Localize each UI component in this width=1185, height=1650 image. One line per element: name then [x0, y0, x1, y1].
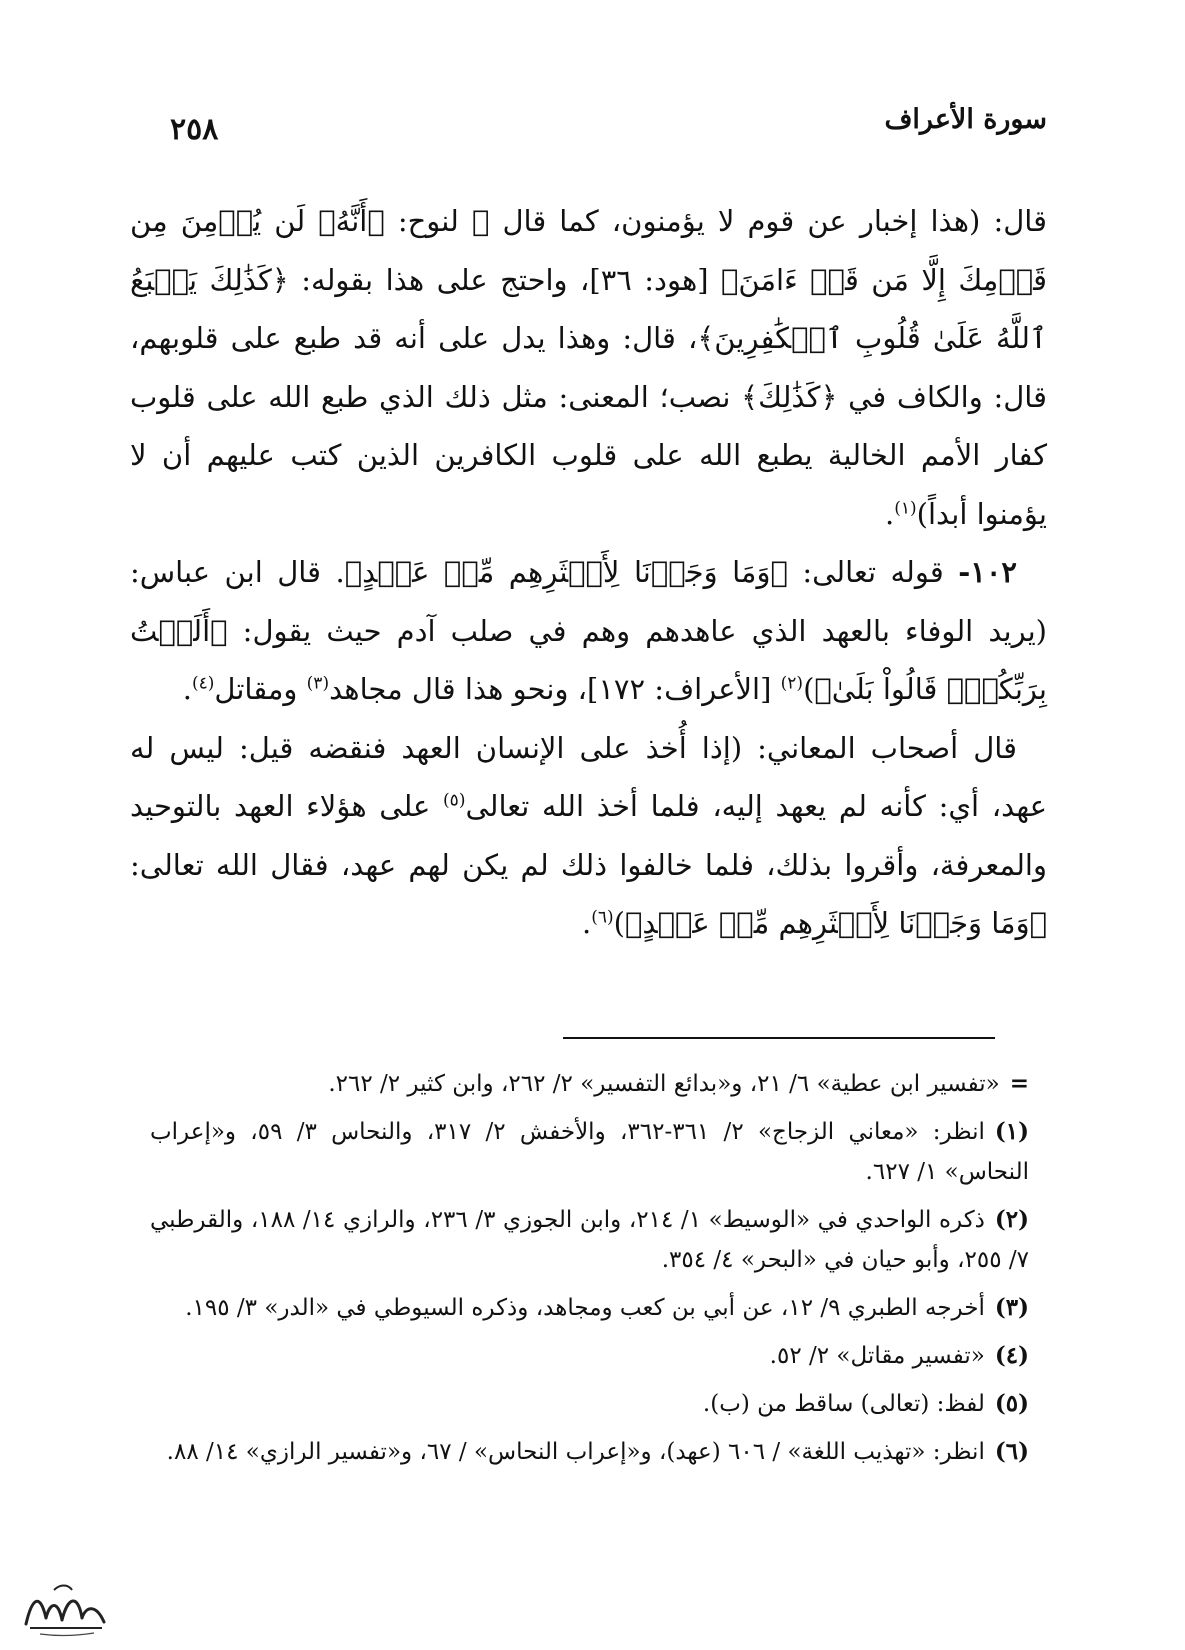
- publisher-seal-logo: [20, 1578, 110, 1640]
- footnote-5: [150, 1384, 1029, 1424]
- footnote-6: [150, 1432, 1029, 1472]
- footnote-4: [150, 1336, 1029, 1376]
- footnote-1: [150, 1112, 1029, 1192]
- footnote-mark: =: [1009, 1070, 1029, 1097]
- footnote-text: أخرجه الطبري ٩/ ١٢، عن أبي بن كعب ومجاهد، وذكره السيوطي في «الدر» ٣/ ١٩٥.: [185, 1295, 985, 1321]
- paragraph-1: قال: (هذا إخبار عن قوم لا يؤمنون، كما قال ﷻ لنوح: ﴿أَنَّهُۥ لَن يُؤۡمِنَ مِن قَوۡمِكَ إِلَّا مَن قَدۡ ءَامَنَ﴾ [هود: ٣٦]، واحتج على هذا بقوله: ﴿كَذَٰلِكَ يَطۡبَعُ ٱللَّهُ عَلَىٰ قُلُوبِ ٱلۡكَٰفِرِينَ﴾، قال: وهذا يدل على أنه قد طبع على قلوبهم، قال: والكاف في ﴿كَذَٰلِكَ﴾ نصب؛ المعنى: مثل ذلك الذي طبع الله على قلوب كفار الأمم الخالية يطبع الله على قلوب الكافرين الذين كتب عليهم أن لا يؤمنوا أبداً)$^{(١)}$.: [130, 204, 1047, 531]
- paragraph-text: [الأعراف: ١٧٢]، ونحو هذا قال مجاهد: [329, 672, 781, 706]
- paragraph-3: قال أصحاب المعاني: (إذا أُخذ على الإنسان العهد فنقضه قيل: ليس له عهد، أي: كأنه لم يعهد إليه، فلما أخذ الله تعالى$^{(٥)}$ على هؤلاء العهد بالتوحيد والمعرفة، وأقروا بذلك، فلما خالفوا ذلك لم يكن لهم عهد، فقال الله تعالى: ﴿وَمَا وَجَدۡنَا لِأَكۡثَرِهِم مِّنۡ عَهۡدٍ﴾)$^{(٦)}$.: [130, 730, 1048, 940]
- paragraph-text: قال أصحاب المعاني: (إذا أُخذ على الإنسان العهد فنقضه قيل: ليس له عهد، أي: كأنه لم يعهد إليه، فلما أخذ الله تعالى: [130, 730, 1048, 823]
- footnote-2: [150, 1200, 1029, 1280]
- footnote-ref: (٢): [780, 673, 804, 694]
- page-header: [170, 100, 1047, 150]
- paragraph-text: ومقاتل: [214, 672, 307, 706]
- footnote-text: «تفسير مقاتل» ٢/ ٥٢.: [769, 1343, 985, 1369]
- paragraph-text: قال: (هذا إخبار عن قوم لا يؤمنون، كما قال ﷻ لنوح: ﴿أَنَّهُۥ لَن يُؤۡمِنَ مِن قَوۡمِكَ إِلَّا مَن قَدۡ ءَامَنَ﴾ [هود: ٣٦]، واحتج على هذا بقوله: ﴿كَذَٰلِكَ يَطۡبَعُ ٱللَّهُ عَلَىٰ قُلُوبِ ٱلۡكَٰفِرِينَ﴾، قال: وهذا يدل على أنه قد طبع على قلوبهم، قال: والكاف في ﴿كَذَٰلِكَ﴾ نصب؛ المعنى: مثل ذلك الذي طبع الله على قلوب كفار الأمم الخالية يطبع الله على قلوب الكافرين الذين كتب عليهم أن لا يؤمنوا أبداً): [130, 204, 1047, 531]
- footnote-text: «تفسير ابن عطية» ٦/ ٢١، و«بدائع التفسير» ٢/ ٢٦٢، وابن كثير ٢/ ٢٦٢.: [328, 1071, 1000, 1097]
- footnote-mark: (١): [994, 1118, 1030, 1145]
- paragraph-text: قوله تعالى: ﴿وَمَا وَجَدۡنَا لِأَكۡثَرِهِم مِّنۡ عَهۡدٍ﴾. قال ابن عباس: (يريد الوفاء بالعهد الذي عاهدهم وهم في صلب آدم حيث يقول: ﴿أَلَسۡتُ بِرَبِّكُمۡۖ قَالُواْ بَلَىٰ﴾): [130, 555, 1047, 706]
- footnote-text: انظر: «تهذيب اللغة» / ٦٠٦ (عهد)، و«إعراب النحاس» / ٦٧، و«تفسير الرازي» ١٤/ ٨٨.: [166, 1439, 985, 1465]
- footnote-continued: [150, 1064, 1029, 1104]
- running-title: سورة الأعراف: [884, 104, 1047, 135]
- main-text: [130, 192, 1047, 953]
- footnote-mark: (٦): [994, 1438, 1029, 1465]
- footnote-mark: (٢): [994, 1206, 1030, 1233]
- footnote-ref: (٤): [191, 673, 215, 694]
- verse-number: ١٠٢-: [958, 555, 1018, 589]
- footnote-ref: (٦): [591, 907, 614, 928]
- footnote-text: انظر: «معاني الزجاج» ٢/ ٣٦١-٣٦٢، والأخفش ٢/ ٣١٧، والنحاس ٣/ ٥٩، و«إعراب النحاس» ١/ ٦٢٧.: [150, 1119, 1029, 1185]
- footnote-mark: (٣): [994, 1294, 1029, 1321]
- footnote-text: لفظ: (تعالى) ساقط من (ب).: [702, 1391, 985, 1417]
- page-number: ٢٥٨: [170, 112, 219, 147]
- footnote-ref: (٣): [306, 673, 330, 694]
- footnote-text: ذكره الواحدي في «الوسيط» ١/ ٢١٤، وابن الجوزي ٣/ ٢٣٦، والرازي ١٤/ ١٨٨، والقرطبي ٧/ ٢٥٥، وأبو حيان في «البحر» ٤/ ٣٥٤.: [150, 1207, 1029, 1273]
- footnote-mark: (٤): [994, 1342, 1029, 1369]
- footnotes: [150, 1064, 1029, 1480]
- footnote-ref: (٥): [443, 790, 466, 811]
- footnote-separator: [563, 1037, 995, 1039]
- paragraph-2: ١٠٢- قوله تعالى: ﴿وَمَا وَجَدۡنَا لِأَكۡثَرِهِم مِّنۡ عَهۡدٍ﴾. قال ابن عباس: (يريد الوفاء بالعهد الذي عاهدهم وهم في صلب آدم حيث يقول: ﴿أَلَسۡتُ بِرَبِّكُمۡۖ قَالُواْ بَلَىٰ﴾)$^{(٢)}$ [الأعراف: ١٧٢]، ونحو هذا قال مجاهد$^{(٣)}$ ومقاتل$^{(٤)}$.: [130, 555, 1047, 706]
- paragraph-text: على هؤلاء العهد بالتوحيد والمعرفة، وأقروا بذلك، فلما خالفوا ذلك لم يكن لهم عهد، فقال الله تعالى: ﴿وَمَا وَجَدۡنَا لِأَكۡثَرِهِم مِّنۡ عَهۡدٍ﴾): [130, 789, 1047, 940]
- footnote-ref: (١): [894, 497, 917, 518]
- footnote-3: [150, 1288, 1029, 1328]
- footnote-mark: (٥): [994, 1390, 1029, 1417]
